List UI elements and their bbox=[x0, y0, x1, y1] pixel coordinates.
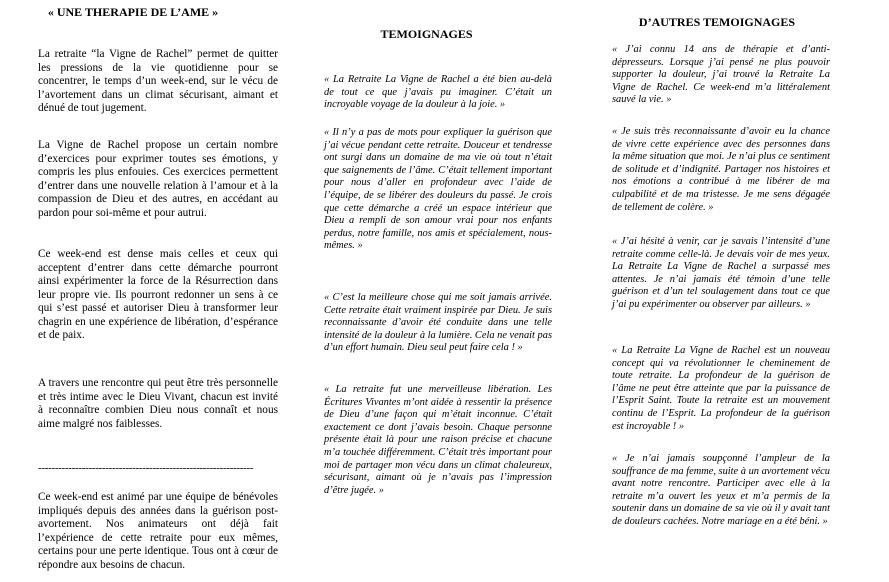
testimonial-item: « Je suis très reconnaissante d’avoir eu la chance de vivre cette expérience avec des personnes dans la même situation que moi. Je n’ai plus ce sentiment de solitude et d’indignité. Partager nos histoires et nos émotions a contribué à me libérer de ma culpabilité et de ma tristesse. Je me sens dégagée de tellement de colère. » bbox=[612, 126, 830, 213]
testimonial-item: « La retraite fut une merveilleuse libération. Les Écritures Vivantes m’ont aidée à ressentir la présence de Dieu d’une façon qui m’était inconnue. C’était exactement ce dont j’avais besoin. Chaque personne présente était là pour une raison précise et chacune m’a touchée différemment. C’était très important pour moi de partager mon vécu dans un climat chaleureux, sécurisant, aimant où je n’avais pas l’impression d’être jugée. » bbox=[324, 384, 552, 496]
exercises-paragraph: La Vigne de Rachel propose un certain nombre d’exercices pour exprimer toutes ses émotions, y compris les plus enfouies. Ces exercices permettent d’entrer dans une nouvelle relation à l’amour et à la compassion de Dieu et des autres, en accédant au pardon pour soi-même et pour autrui. bbox=[38, 139, 278, 219]
testimonial-item: « C’est la meilleure chose qui me soit jamais arrivée. Cette retraite était vraiment inspirée par Dieu. Je suis reconnaissante d’avoir été conduite dans une telle intensité de la douleur à la lumière. Cela ne venait pas d’un effort humain. Dieu seul peut faire cela ! » bbox=[324, 292, 552, 354]
testimonials-title: TEMOIGNAGES bbox=[380, 27, 473, 41]
testimonial-item: « La Retraite La Vigne de Rachel est un nouveau concept qui va révolutionner le cheminement de toute retraite. La profondeur de la guérison de l’âme ne peut être atteinte que par la puissance de l’Esprit Saint. Toute la retraite est un mouvement continu de l’Esprit. La profondeur de la guérison est incroyable ! » bbox=[612, 345, 830, 432]
encounter-paragraph: A travers une rencontre qui peut être très personnelle et très intime avec le Dieu Vivant, chacun est invité à reconnaître combien Dieu nous connaît et nous aime malgré nos faiblesses. bbox=[38, 377, 278, 430]
testimonial-item: « Je n’ai jamais soupçonné l’ampleur de la souffrance de ma femme, suite à un avortement vécu avant notre rencontre. Participer avec elle à la retraite m’a ouvert les yeux et m’a permis de la soutenir dans un domaine de sa vie où il y avait tant de douleurs cachées. Notre mariage en a été béni. » bbox=[612, 453, 830, 527]
other-testimonials-title: D’AUTRES TEMOIGNAGES bbox=[638, 15, 796, 29]
testimonial-item: « Il n’y a pas de mots pour expliquer la guérison que j’ai vécue pendant cette retraite. Douceur et tendresse ont surgi dans un domaine de ma vie où tout n’était que saignements de l’âme. C’était tellement important pour nous d’aller en profondeur avec l’aide de l’équipe, de se libérer des douleurs du passé. Je crois que cette démarche a créé un espace intérieur que Dieu a rempli de son amour vrai pour nos enfants perdus, notre famille, nos amis et spécialement, nous-mêmes. » bbox=[324, 127, 552, 252]
weekend-paragraph: Ce week-end est dense mais celles et ceux qui acceptent d’entrer dans cette démarche pourront ainsi expérimenter la force de la Résurrection dans leur propre vie. Ils pourront redonner un sens à ce qui s’est passé et autoriser Dieu à transformer leur chagrin en une expérience de libération, d’espérance et de paix. bbox=[38, 248, 278, 341]
intro-paragraph: La retraite “la Vigne de Rachel” permet de quitter les pressions de la vie quotidienne pour se concentrer, le temps d’un week-end, sur le vécu de l’avortement dans un climat sécurisant, aimant et dénué de tout jugement. bbox=[38, 48, 278, 114]
testimonial-item: « J’ai hésité à venir, car je savais l’intensité d’une retraite comme celle-là. Je devais voir de mes yeux. La Retraite La Vigne de Rachel a surpassé mes attentes. Je n’ai jamais été témoin d’une telle guérison et d’un tel soulagement dans tout ce que j’ai pu expérimenter ou observer par ailleurs. » bbox=[612, 236, 830, 310]
testimonial-item: « La Retraite La Vigne de Rachel a été bien au-delà de tout ce que j’avais pu imaginer. C’était un incroyable voyage de la douleur à la joie. » bbox=[324, 74, 552, 111]
team-paragraph: Ce week-end est animé par une équipe de bénévoles impliqués depuis des années dans la guérison post-avortement. Nos animateurs ont déjà fait l’expérience de cette retraite pour eux mêmes, certains pour une perte identique. Tous ont à cœur de répondre aux besoins de chacun. bbox=[38, 491, 278, 571]
testimonial-item: « J’ai connu 14 ans de thérapie et d’anti-dépresseurs. Lorsque j’ai pensé ne plus pouvoir supporter la douleur, j’ai trouvé la Retraite La Vigne de Rachel. Ce week-end m’a littéralement sauvé la vie. » bbox=[612, 44, 830, 106]
left-column-title: « UNE THERAPIE DE L’AME » bbox=[47, 5, 219, 19]
section-divider: ---------------------------------------------------------------- bbox=[38, 462, 254, 474]
